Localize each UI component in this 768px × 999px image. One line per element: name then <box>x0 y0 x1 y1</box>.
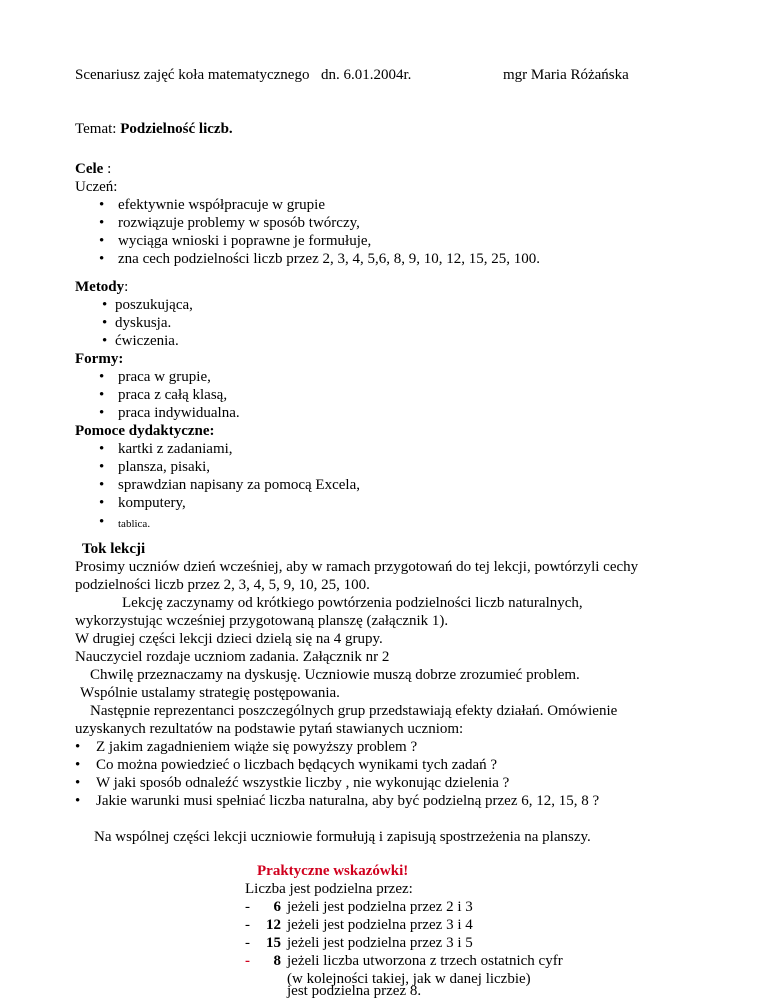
bullet-icon: • <box>99 441 105 457</box>
bullet-icon: • <box>99 514 105 530</box>
topic-line <box>75 120 233 138</box>
goals-subject: Uczeń: <box>75 179 118 195</box>
tips-dash: - <box>245 935 250 951</box>
aids-heading: Pomoce dydaktyczne: <box>75 423 215 439</box>
goals-heading-line <box>75 160 111 178</box>
lesson-paragraph-line: Prosimy uczniów dzień wcześniej, aby w ramach przygotowań do tej lekcji, powtórzyli cechy <box>75 559 639 575</box>
lesson-paragraph-line: podzielności liczb przez 2, 3, 4, 5, 9, 10, 25, 100. <box>75 577 370 593</box>
bullet-icon: • <box>75 757 81 773</box>
bullet-icon: • <box>102 333 108 349</box>
lesson-paragraph-line: Następnie reprezentanci poszczególnych grup przedstawiają efekty działań. Omówienie <box>90 703 618 719</box>
tips-row <box>245 934 473 952</box>
tips-number: 8 <box>273 953 281 969</box>
bullet-icon: • <box>99 215 105 231</box>
tips-intro: Liczba jest podzielna przez: <box>245 881 413 897</box>
goals-heading-colon: : <box>103 161 112 177</box>
tips-number: 12 <box>266 917 281 933</box>
lesson-paragraph-line: wykorzystując wcześniej przygotowaną planszę (załącznik 1). <box>75 613 449 629</box>
bullet-icon: • <box>99 477 105 493</box>
methods-heading-line: Metody: <box>75 279 129 295</box>
bullet-icon: • <box>99 197 105 213</box>
tips-row <box>245 898 473 916</box>
tips-row <box>245 916 473 934</box>
tips-number: 15 <box>266 935 281 951</box>
bullet-icon: • <box>99 387 105 403</box>
tips-heading: Praktyczne wskazówki! <box>257 863 409 879</box>
lesson-paragraph-line: Chwilę przeznaczamy na dyskusję. Uczniowie muszą dobrze zrozumieć problem. <box>90 667 580 683</box>
lesson-paragraph-line: Nauczyciel rozdaje uczniom zadania. Załącznik nr 2 <box>75 649 390 665</box>
bullet-icon: • <box>99 251 105 267</box>
methods-heading: Metody <box>75 279 125 295</box>
lesson-paragraph-line: Lekcję zaczynamy od krótkiego powtórzenia podzielności liczb naturalnych, <box>122 595 583 611</box>
tips-continuation: jest podzielna przez 8. <box>287 983 422 999</box>
document-page: Scenariusz zajęć koła matematycznego dn. 6.01.2004r. mgr Maria Różańska Temat: Podzielność liczb. Cele : Uczeń: • efektywnie współpracuje w grupie • rozwiązuje problemy w sposób twórczy, • wyciąga wnioski i poprawne je formułuje, • zna cech podzielności liczb przez 2, 3, 4, 5,6, 8, 9, 10, 12, 15, 25, 100. Metody: • poszukująca, • dyskusja. • ćwiczenia. Formy: • praca w grupie, • praca z całą klasą, • praca indywidualna. Pomoce dydaktyczne: • kartki z zadaniami, • plansza, pisaki, • sprawdzian napisany za pomocą Excela, • komputery, • tablica. Tok lekcji Prosimy uczniów dzień wcześniej, aby w ramach przygotowań do tej lekcji, powtórzyli cechy podzielności liczb przez 2, 3, 4, 5, 9, 10, 25, 100. Lekcję zaczynamy od krótkiego powtórzenia podzielności liczb naturalnych, wykorzystując wcześniej przygotowaną planszę (załącznik 1). W drugiej części lekcji dzieci dzielą się na 4 grupy. Nauczyciel rozdaje uczniom zadania. Załącznik nr 2 Chwilę przeznaczamy na dyskusję. Uczniowie muszą dobrze zrozumieć problem. Wspólnie ustalamy strategię postępowania. Następnie reprezentanci poszczególnych grup przedstawiają efekty działań. Omówienie uzyskanych rezultatów na podstawie pytań stawianych uczniom: • Z jakim zagadnieniem wiąże się powyższy problem ? • Co można powiedzieć o liczbach będących wynikami tych zadań ? • W jaki sposób odnaleźć wszystkie liczby , nie wykonując dzielenia ? • Jakie warunki musi spełniać liczba naturalna, aby być podzielną przez 6, 12, 15, 8 ? Na wspólnej części lekcji uczniowie formułują i zapisują spostrzeżenia na planszy. Praktyczne wskazówki! Liczba jest podzielna przez: - 6 jeżeli jest podzielna przez 2 i 3 - 12 jeżeli jest podzielna przez 3 i 4 - 15 jeżeli jest podzielna przez 3 i 5 - 8 jeżeli liczba utworzona z trzech ostatnich cyfr (w kolejności takiej, jak w danej liczbie) jest podzielna przez 8. <box>75 67 639 999</box>
tips-dash: - <box>245 953 250 969</box>
goals-heading: Cele <box>75 161 104 177</box>
topic-value: Podzielność liczb. <box>120 121 233 137</box>
document-date: dn. 6.01.2004r. <box>321 67 412 83</box>
bullet-icon: • <box>99 233 105 249</box>
tips-dash: - <box>245 899 250 915</box>
bullet-icon: • <box>102 297 108 313</box>
lesson-heading: Tok lekcji <box>82 541 146 557</box>
bullet-icon: • <box>99 495 105 511</box>
tips-dash: - <box>245 917 250 933</box>
bullet-icon: • <box>75 739 81 755</box>
bullet-icon: • <box>102 315 108 331</box>
bullet-icon: • <box>75 793 81 809</box>
topic-label: Temat: <box>75 121 117 137</box>
tips-text: jeżeli jest podzielna przez 3 i 5 <box>287 935 473 951</box>
tips-number: 6 <box>273 899 281 915</box>
lesson-closing: Na wspólnej części lekcji uczniowie formułują i zapisują spostrzeżenia na planszy. <box>94 829 591 845</box>
lesson-paragraph-line: uzyskanych rezultatów na podstawie pytań stawianych uczniom: <box>75 721 464 737</box>
bullet-icon: • <box>99 459 105 475</box>
bullet-icon: • <box>99 369 105 385</box>
bullet-icon: • <box>99 405 105 421</box>
tips-text: jeżeli liczba utworzona z trzech ostatnich cyfr <box>287 953 563 969</box>
tips-row <box>245 952 563 970</box>
lesson-paragraph-line: W drugiej części lekcji dzieci dzielą się na 4 grupy. <box>75 631 383 647</box>
document-title: Scenariusz zajęć koła matematycznego <box>75 67 310 83</box>
lesson-paragraph-line: Wspólnie ustalamy strategię postępowania. <box>80 685 340 701</box>
bullet-icon: • <box>75 775 81 791</box>
tips-text: jeżeli jest podzielna przez 2 i 3 <box>287 899 473 915</box>
forms-heading: Formy: <box>75 351 124 367</box>
document-author: mgr Maria Różańska <box>503 67 629 83</box>
tips-continuation: (w kolejności takiej, jak w danej liczbie) <box>287 971 531 987</box>
tips-text: jeżeli jest podzielna przez 3 i 4 <box>287 917 473 933</box>
